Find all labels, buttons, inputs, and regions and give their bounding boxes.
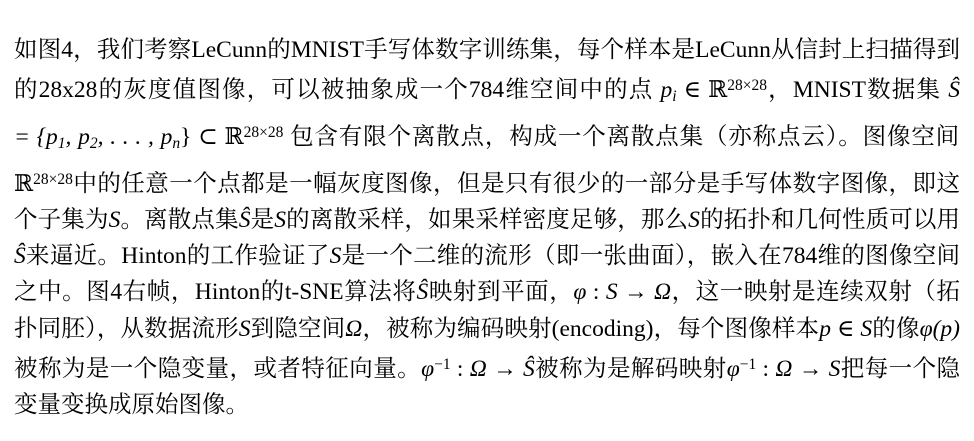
text-segment: 的拓扑和几何性质可以用 (699, 206, 961, 233)
text-segment: 的离散采样，如果采样密度足够，那么 (286, 206, 689, 233)
math-image-space: ℝ$^{28\times 28}$ (14, 170, 73, 197)
math-S: S (108, 206, 121, 233)
math-S-hat: Ŝ (14, 243, 26, 270)
text-segment: 被称为是解码映射 (534, 355, 727, 382)
text-segment: 如图4，我们考察LeCunn的MNIST手写体数字训练集，每个样本是LeCunn从信封上扫描得到的28x28的灰度值图像，可以被抽象成一个784维空间中的点 (14, 36, 960, 103)
text-segment: 。离散点集 (120, 206, 239, 233)
text-segment: 把每一个隐变量变换成原始图像。 (14, 355, 961, 418)
text-segment: 映射到平面， (428, 279, 574, 306)
math-encoding-map: φ : S → Ω (573, 279, 671, 306)
text-segment: 的像 (872, 315, 920, 342)
math-S: S (688, 206, 700, 233)
text-segment: 中的任意一个点都是一幅灰度图像，但是只有很少的一部分是手写体数字图像，即这个子集为 (14, 170, 960, 233)
math-decoding-map-1: $\varphi^{-1}$ : Ω → Ŝ (421, 355, 535, 382)
math-member-of: ∈ (830, 315, 861, 342)
text-segment: 来逼近。Hinton的工作验证了 (25, 243, 330, 270)
text-segment: ，MNIST数据集 (766, 76, 949, 103)
math-dataset-definition: = {$p_1$, $p_2$, . . . , $p_n$} ⊂ ℝ$^{28\times 28}$ (14, 123, 284, 152)
math-phi-of-p: φ(p) (919, 315, 961, 342)
text-segment: ，被称为编码映射(encoding)，每个图像样本 (362, 315, 820, 342)
text-segment: ，这一映射是连续双射（拓扑同胚），从数据流形 (14, 279, 961, 342)
math-S-hat: Ŝ (948, 76, 960, 103)
math-omega: Ω (345, 315, 363, 342)
math-S: S (329, 243, 342, 270)
math-p: p (819, 315, 831, 342)
text-segment: 到隐空间 (250, 315, 346, 342)
math-S: S (238, 315, 251, 342)
text-segment: 是一个二维的流形（即一张曲面），嵌入在784维的图像空间之中。图4右帧，Hinton的t-SNE算法将 (14, 243, 961, 306)
math-S: S (860, 315, 873, 342)
math-S-hat: Ŝ (238, 206, 251, 233)
math-S-hat: Ŝ (416, 279, 429, 306)
paragraph-main (14, 32, 960, 424)
text-segment: 被称为是一个隐变量，或者特征向量。 (14, 355, 422, 382)
math-decoding-map-2: $\varphi^{-1}$ : Ω → S (726, 355, 841, 382)
math-point-p-i: $p_i$ ∈ ℝ$^{28\times 28}$ (660, 76, 767, 105)
math-S: S (274, 206, 287, 233)
text-segment: 包含有限个离散点，构成一个离散点集（亦称点云）。图像空间 (283, 123, 961, 150)
text-segment: 是 (250, 206, 275, 233)
